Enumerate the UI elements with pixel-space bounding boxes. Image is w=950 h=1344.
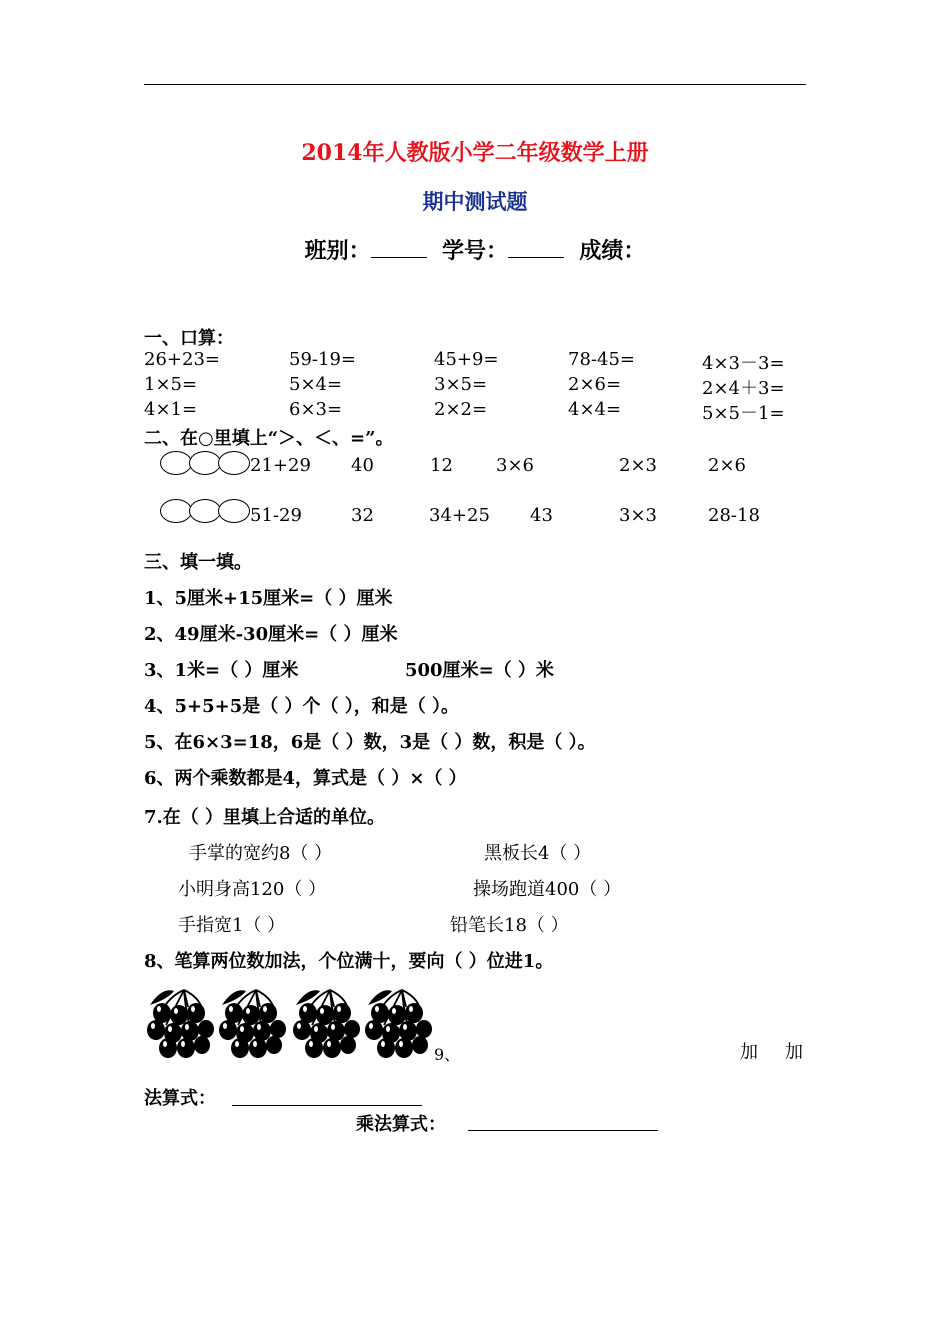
unit-item: 黑板长4（ ） bbox=[484, 843, 592, 864]
calc-item: 5×4= bbox=[289, 374, 343, 395]
calc-item: 45+9= bbox=[434, 349, 499, 370]
calc-item: 2×6= bbox=[568, 374, 622, 395]
calc-item: 5×5－1= bbox=[702, 403, 785, 424]
compare-circle[interactable] bbox=[160, 499, 192, 523]
calc-item: 3×5= bbox=[434, 374, 488, 395]
question-5: 5、在6×3=18，6是（ ）数，3是（ ）数，积是（ ）。 bbox=[144, 732, 596, 753]
multiplication-formula-label: 乘法算式： bbox=[356, 1114, 446, 1135]
score-label: 成绩： bbox=[579, 238, 646, 264]
compare-item: 32 bbox=[351, 505, 374, 526]
compare-item: 51-29 bbox=[250, 505, 302, 526]
compare-item: 3×6 bbox=[496, 455, 534, 476]
calc-item: 59-19= bbox=[289, 349, 356, 370]
calc-item: 4×3－3= bbox=[702, 353, 785, 374]
calc-item: 78-45= bbox=[568, 349, 635, 370]
compare-item: 12 bbox=[430, 455, 453, 476]
question-9-word: 加 bbox=[740, 1042, 758, 1063]
compare-item: 21+29 bbox=[250, 455, 311, 476]
cherry-bunch-icon bbox=[216, 985, 288, 1060]
unit-item: 小明身高120（ ） bbox=[178, 879, 327, 900]
question-3b: 500厘米=（ ）米 bbox=[405, 660, 554, 681]
question-7: 7.在（ ）里填上合适的单位。 bbox=[144, 807, 386, 828]
cherry-bunch-icon bbox=[362, 985, 434, 1060]
compare-circle[interactable] bbox=[189, 499, 221, 523]
question-8: 8、笔算两位数加法，个位满十，要向（ ）位进1。 bbox=[144, 951, 554, 972]
question-9-word: 加 bbox=[785, 1042, 803, 1063]
compare-circle[interactable] bbox=[160, 451, 192, 475]
page-subtitle: 期中测试题 bbox=[422, 189, 528, 214]
addition-answer-line[interactable] bbox=[232, 1105, 422, 1106]
unit-item: 手掌的宽约8（ ） bbox=[189, 843, 333, 864]
calc-item: 2×4＋3= bbox=[702, 378, 785, 399]
compare-item: 28-18 bbox=[708, 505, 760, 526]
top-rule bbox=[144, 84, 806, 85]
calc-item: 26+23= bbox=[144, 349, 220, 370]
section2-heading: 二、在○里填上“＞、＜、=”。 bbox=[144, 428, 394, 449]
unit-item: 操场跑道400（ ） bbox=[473, 879, 622, 900]
question-6: 6、两个乘数都是4，算式是（ ）×（ ） bbox=[144, 768, 467, 789]
multiplication-answer-line[interactable] bbox=[468, 1130, 658, 1131]
section3-heading: 三、填一填。 bbox=[144, 552, 252, 573]
compare-item: 34+25 bbox=[429, 505, 490, 526]
cherry-bunch-icon bbox=[144, 985, 216, 1060]
calc-item: 2×2= bbox=[434, 399, 488, 420]
compare-circle[interactable] bbox=[189, 451, 221, 475]
cherry-bunch-icon bbox=[290, 985, 362, 1060]
student-info-line bbox=[0, 234, 950, 265]
class-label: 班别： bbox=[304, 238, 371, 264]
page-title: 2014年人教版小学二年级数学上册 bbox=[301, 140, 649, 166]
id-blank[interactable] bbox=[508, 237, 564, 258]
class-blank[interactable] bbox=[371, 237, 427, 258]
question-2: 2、49厘米-30厘米=（ ）厘米 bbox=[144, 624, 398, 645]
compare-item: 2×6 bbox=[708, 455, 746, 476]
addition-formula-label: 法算式： bbox=[144, 1088, 216, 1109]
compare-item: 3×3 bbox=[619, 505, 657, 526]
compare-circle[interactable] bbox=[218, 499, 250, 523]
question-1: 1、5厘米+15厘米=（ ）厘米 bbox=[144, 588, 393, 609]
compare-circle[interactable] bbox=[218, 451, 250, 475]
unit-item: 铅笔长18（ ） bbox=[450, 915, 569, 936]
question-3a: 3、1米=（ ）厘米 bbox=[144, 660, 299, 681]
question-9-number: 9、 bbox=[434, 1045, 461, 1064]
calc-item: 1×5= bbox=[144, 374, 198, 395]
calc-item: 6×3= bbox=[289, 399, 343, 420]
calc-item: 4×4= bbox=[568, 399, 622, 420]
id-label: 学号： bbox=[441, 238, 508, 264]
compare-item: 43 bbox=[530, 505, 553, 526]
question-4: 4、5+5+5是（ ）个（ ），和是（ ）。 bbox=[144, 696, 460, 717]
section1-heading: 一、口算： bbox=[144, 328, 234, 349]
unit-item: 手指宽1（ ） bbox=[178, 915, 286, 936]
compare-item: 40 bbox=[351, 455, 374, 476]
calc-item: 4×1= bbox=[144, 399, 198, 420]
compare-item: 2×3 bbox=[619, 455, 657, 476]
